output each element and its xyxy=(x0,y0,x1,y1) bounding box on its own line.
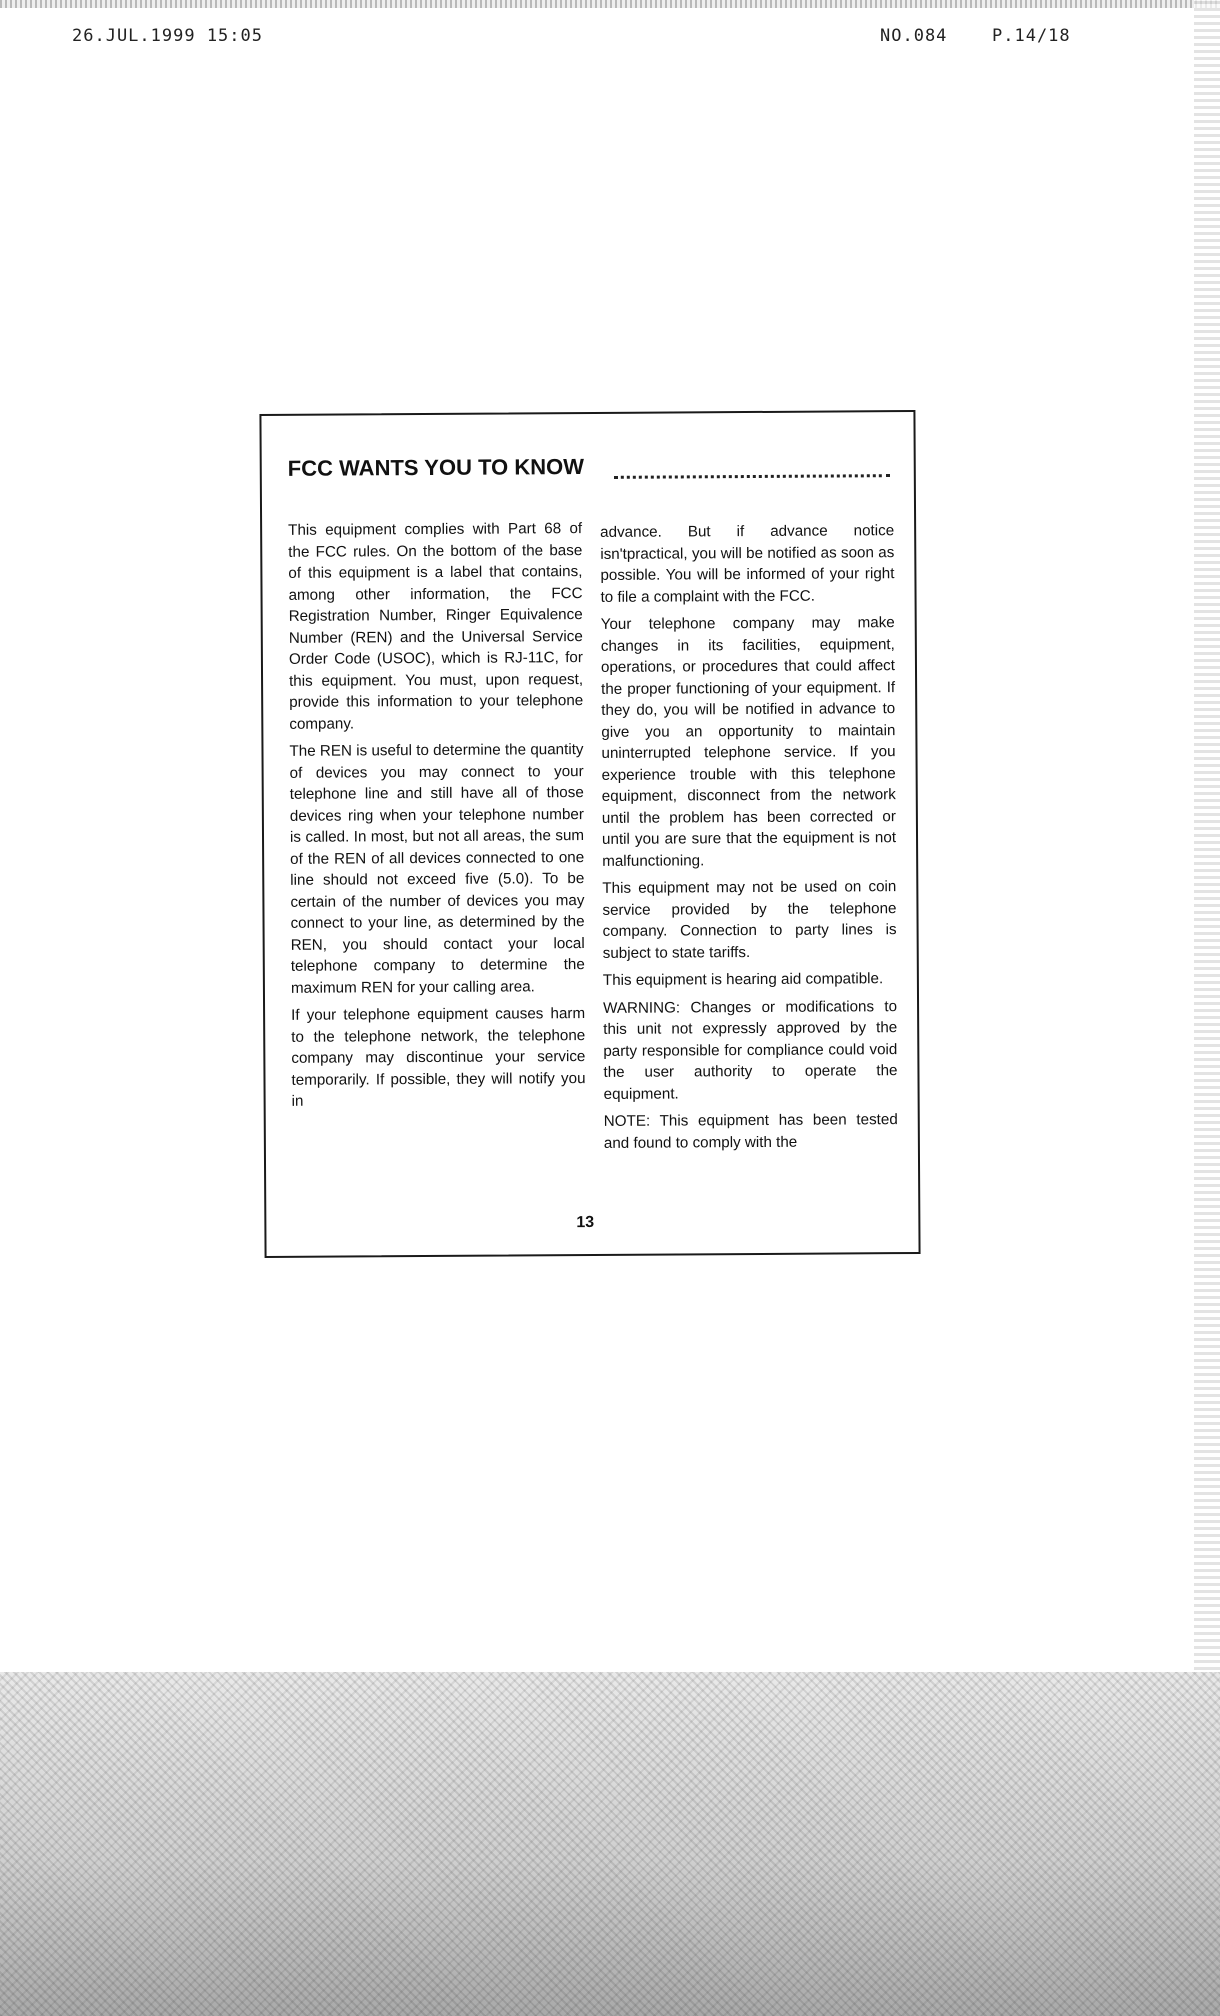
right-column xyxy=(600,520,898,1160)
left-column xyxy=(288,518,586,1118)
page-number: 13 xyxy=(576,1213,595,1232)
paragraph: The REN is useful to determine the quantity of devices you may connect to your telephone line and still have all of those devices ring when your telephone number is called. In most, but not all areas, the sum of the REN of all devices connected to one line should not exceed five (5.0). To be certain of the number of devices you may connect to your line, as determined by the REN, you should contact your local telephone company to determine the maximum REN for your calling area. xyxy=(289,741,585,997)
scan-noise-bottom xyxy=(0,1672,1220,2016)
fax-number: NO.084 xyxy=(880,26,948,46)
scan-noise-top xyxy=(0,0,1220,8)
notice-heading: FCC WANTS YOU TO KNOW xyxy=(287,454,585,481)
paragraph: WARNING: Changes or modifications to this unit not expressly approved by the party responsible for compliance could void the user authority to operate the equipment. xyxy=(603,997,898,1103)
scan-noise-right xyxy=(1194,0,1220,1670)
paragraph: This equipment complies with Part 68 of the FCC rules. On the bottom of the base of this equipment is a label that contains, among other information, the FCC Registration Number, Ringer Equivalence Number (REN) and the Universal Service Order Code (USOC), which is RJ-11C, for this equipment. You must, upon request, provide this information to your telephone company. xyxy=(288,520,584,733)
fax-date-time: 26.JUL.1999 15:05 xyxy=(72,26,263,46)
fax-page: P.14/18 xyxy=(992,26,1071,46)
heading-dotted-leader xyxy=(614,466,890,479)
fcc-notice-box xyxy=(259,410,920,1258)
paragraph: Your telephone company may make changes in its facilities, equipment, operations, or procedures that could affect the proper functioning of your equipment. If they do, you will be notified in advance to give you an opportunity to maintain uninterrupted telephone service. If you experience trouble with this telephone equipment, disconnect from the network until the problem has been corrected or until you are sure that the equipment is not malfunctioning. xyxy=(600,614,897,870)
paragraph: NOTE: This equipment has been tested and found to comply with the xyxy=(603,1111,898,1152)
paragraph: advance. But if advance notice isn'tpractical, you will be notified as soon as possible. You will be informed of your right to file a complaint with the FCC. xyxy=(600,522,895,606)
paragraph: This equipment is hearing aid compatible. xyxy=(602,970,884,989)
paragraph: This equipment may not be used on coin service provided by the telephone company. Connection to party lines is subject to state tariffs. xyxy=(602,878,897,962)
paragraph: If your telephone equipment causes harm to the telephone network, the telephone company may discontinue your service temporarily. If possible, they will notify you in xyxy=(291,1005,586,1110)
